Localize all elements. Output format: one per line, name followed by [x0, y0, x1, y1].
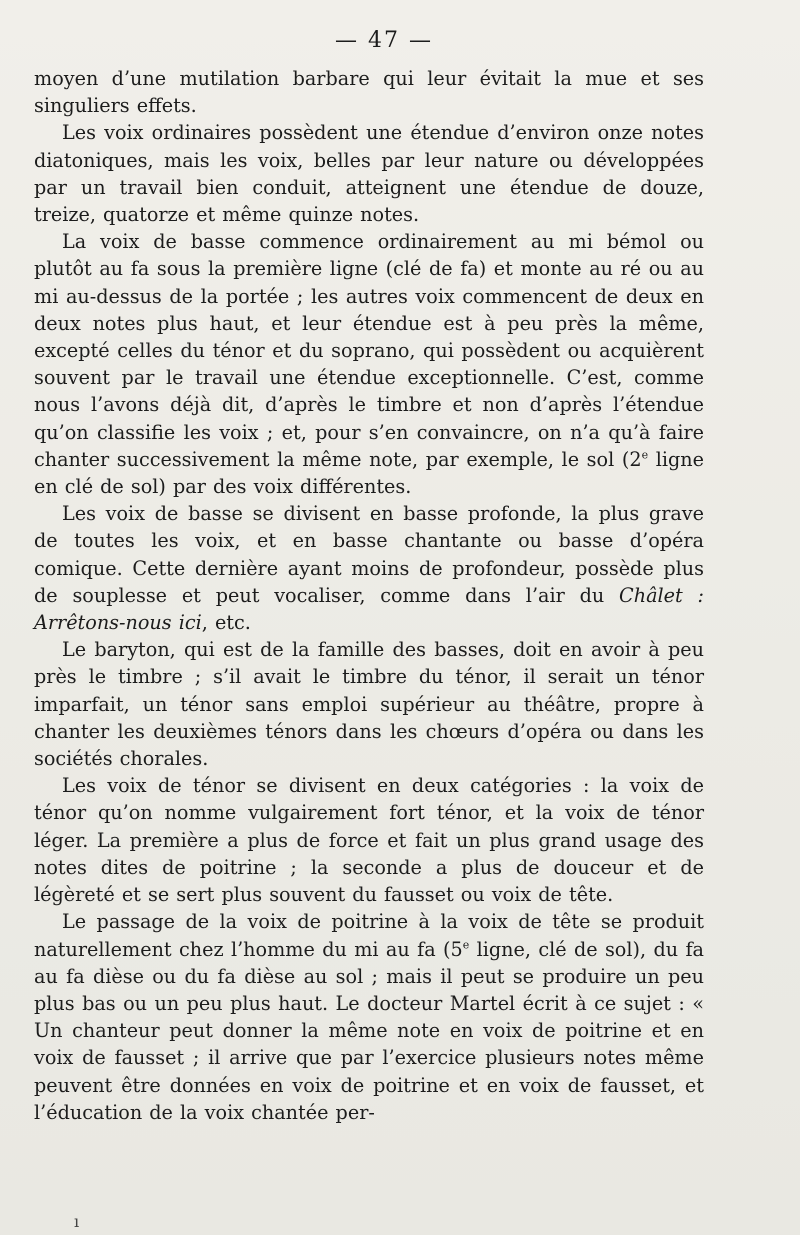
paragraph-2 — [34, 119, 704, 228]
paragraph-7-text: Le passage de la voix de poitrine à la voix de tête se produit naturellement chez l’homme du mi au fa (5 — [34, 910, 704, 961]
paragraph-6 — [34, 772, 704, 908]
paragraph-1 — [34, 65, 704, 119]
paragraph-5-text: Le baryton, qui est de la famille des basses, doit en avoir à peu près le timbre ; s’il avait le timbre du ténor, il serait un ténor imparfait, un ténor sans emploi supérieur au théâtre, propre à chanter les deuxièmes ténors dans les chœurs d’opéra ou dans les sociétés chorales. — [34, 638, 704, 771]
paragraph-4-text-after: , etc. — [201, 611, 251, 635]
paragraph-3-superscript: e — [641, 448, 649, 462]
page-number: — 47 — — [335, 28, 433, 53]
paragraph-5 — [34, 636, 704, 772]
paragraph-2-text: Les voix ordinaires possèdent une étendue d’environ onze notes diatoniques, mais les voix, belles par leur nature ou développées par un travail bien conduit, atteignent une étendue de douze, treize, quatorze et même quinze notes. — [34, 121, 704, 227]
margin-mark: ı — [74, 1212, 80, 1231]
paragraph-3-text: La voix de basse commence ordinairement au mi bémol ou plutôt au fa sous la première ligne (clé de fa) et monte au ré ou au mi au-dessus de la portée ; les autres voix commencent de deux en deux notes plus haut, et leur étendue est à peu près la même, excepté celles du ténor et du soprano, qui possèdent ou acquièrent souvent par le travail une étendue exceptionnelle. C’est, comme nous l’avons déjà dit, d’après le timbre et non d’après l’étendue qu’on classifie les voix ; et, pour s’en convaincre, on n’a qu’à faire chanter successivement la même note, par exemple, le sol (2 — [34, 230, 704, 471]
paragraph-7-superscript: e — [462, 938, 470, 952]
paragraph-3 — [34, 228, 704, 500]
paragraph-3-text-after: ligne en clé de sol) par des voix différentes. — [34, 447, 704, 499]
paragraph-1-text: moyen d’une mutilation barbare qui leur évitait la mue et ses singuliers effets. — [34, 67, 704, 118]
paragraph-7-text-after: ligne, clé de sol), du fa au fa dièse ou du fa dièse au sol ; mais il peut se produire un peu plus bas ou un peu plus haut. Le docteur Martel écrit à ce sujet : « Un chanteur peut donner la même note en voix de poitrine et en voix de fausset ; il arrive que par l’exercice plusieurs notes même peuvent être données en voix de poitrine et en voix de fausset, et l’éducation de la voix chantée per- — [34, 937, 704, 1124]
paragraph-7 — [34, 908, 704, 1126]
body-text — [34, 65, 704, 1126]
paragraph-4-text: Les voix de basse se divisent en basse profonde, la plus grave de toutes les voix, et en basse chantante ou basse d’opéra comique. Cette dernière ayant moins de profondeur, possède plus de souplesse et peut vocaliser, comme dans l’air du — [34, 502, 704, 607]
paragraph-4 — [34, 500, 704, 636]
paragraph-6-text: Les voix de ténor se divisent en deux catégories : la voix de ténor qu’on nomme vulgairement fort ténor, et la voix de ténor léger. La première a plus de force et fait un plus grand usage des notes dites de poitrine ; la seconde a plus de douceur et de légèreté et se sert plus souvent du fausset ou voix de tête. — [34, 774, 704, 907]
paragraph-4-italic-title: Châlet : Arrêtons-nous ici — [34, 583, 704, 635]
